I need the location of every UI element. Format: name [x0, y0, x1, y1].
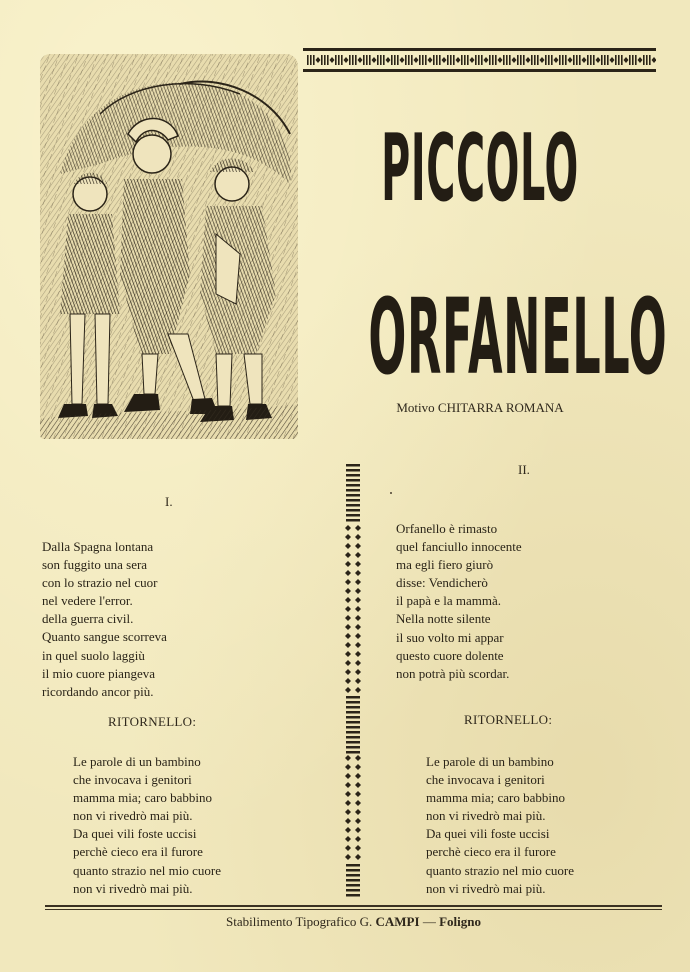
verse-line: questo cuore dolente — [396, 647, 504, 663]
verse-line: ricordando ancor più. — [42, 683, 154, 699]
refrain-line: Le parole di un bambino — [73, 754, 201, 769]
imprint-printer: CAMPI — [375, 914, 420, 929]
verse-line: Nella notte silente — [396, 611, 491, 627]
footer-rule-thin — [45, 909, 662, 910]
refrain-line: Da quei vili foste uccisi — [426, 826, 550, 842]
printer-imprint — [45, 914, 662, 930]
three-boys-engraving — [40, 54, 298, 439]
stanza-2-refrain-label: RITORNELLO: — [464, 712, 553, 727]
refrain-line: non vi rivedrò mai più. — [426, 808, 546, 824]
refrain-line: perchè cieco era il furore — [73, 844, 203, 860]
verse-line: son fuggito una sera — [42, 557, 148, 573]
verse-line: nel vedere l'error. — [42, 593, 133, 609]
stanza-2-verse — [396, 520, 522, 683]
verse-line: in quel suolo laggiù — [42, 647, 145, 663]
imprint-prefix: Stabilimento Tipografico G. — [226, 914, 376, 929]
verse-line: il suo volto mi appar — [396, 629, 504, 645]
verse-line: non potrà più scordar. — [396, 665, 510, 681]
refrain-line: perchè cieco era il furore — [426, 844, 556, 860]
decorative-band — [303, 48, 656, 72]
refrain-line: Le parole di un bambino — [426, 754, 554, 769]
verse-line: Quanto sangue scorreva — [42, 629, 167, 645]
verse-line: Orfanello è rimasto — [396, 521, 498, 536]
refrain-line: mamma mia; caro babbino — [73, 790, 212, 806]
verse-line: ma egli fiero giurò — [396, 557, 494, 573]
refrain-line: mamma mia; caro babbino — [426, 790, 565, 806]
verse-line: il papà e la mammà. — [396, 593, 502, 609]
verse-line: quel fanciullo innocente — [396, 539, 522, 555]
refrain-line: che invocava i genitori — [73, 772, 192, 788]
stanza-1-refrain-label: RITORNELLO: — [108, 714, 197, 729]
refrain-line: Da quei vili foste uccisi — [73, 826, 197, 842]
refrain-line: non vi rivedrò mai più. — [426, 880, 546, 896]
engraving-illustration — [40, 54, 298, 439]
verse-line: della guerra civil. — [42, 611, 134, 627]
refrain-line: quanto strazio nel mio cuore — [73, 862, 222, 878]
verse-line: Dalla Spagna lontana — [42, 539, 154, 554]
stanza-1-verse — [42, 538, 167, 701]
stanza-2-numeral: II. — [518, 462, 530, 477]
refrain-line: non vi rivedrò mai più. — [73, 880, 193, 896]
song-title-line-2: ORFANELLO — [368, 276, 668, 398]
song-motif: Motivo CHITARRA ROMANA — [396, 400, 564, 415]
stanza-1-refrain — [73, 753, 221, 898]
ornamental-divider — [338, 462, 368, 900]
refrain-line: non vi rivedrò mai più. — [73, 808, 193, 824]
footer-rule — [45, 905, 662, 907]
stanza-2-refrain — [426, 753, 574, 898]
refrain-line: quanto strazio nel mio cuore — [426, 862, 575, 878]
verse-line: disse: Vendicherò — [396, 575, 488, 591]
song-title-line-1: PICCOLO — [381, 116, 579, 224]
stanza-1-numeral: I. — [165, 494, 173, 509]
imprint-separator: — — [419, 914, 440, 929]
verse-line: il mio cuore piangeva — [42, 665, 155, 681]
imprint-city: Foligno — [439, 914, 481, 929]
verse-line: con lo strazio nel cuor — [42, 575, 158, 591]
stray-mark — [390, 492, 392, 494]
refrain-line: che invocava i genitori — [426, 772, 545, 788]
